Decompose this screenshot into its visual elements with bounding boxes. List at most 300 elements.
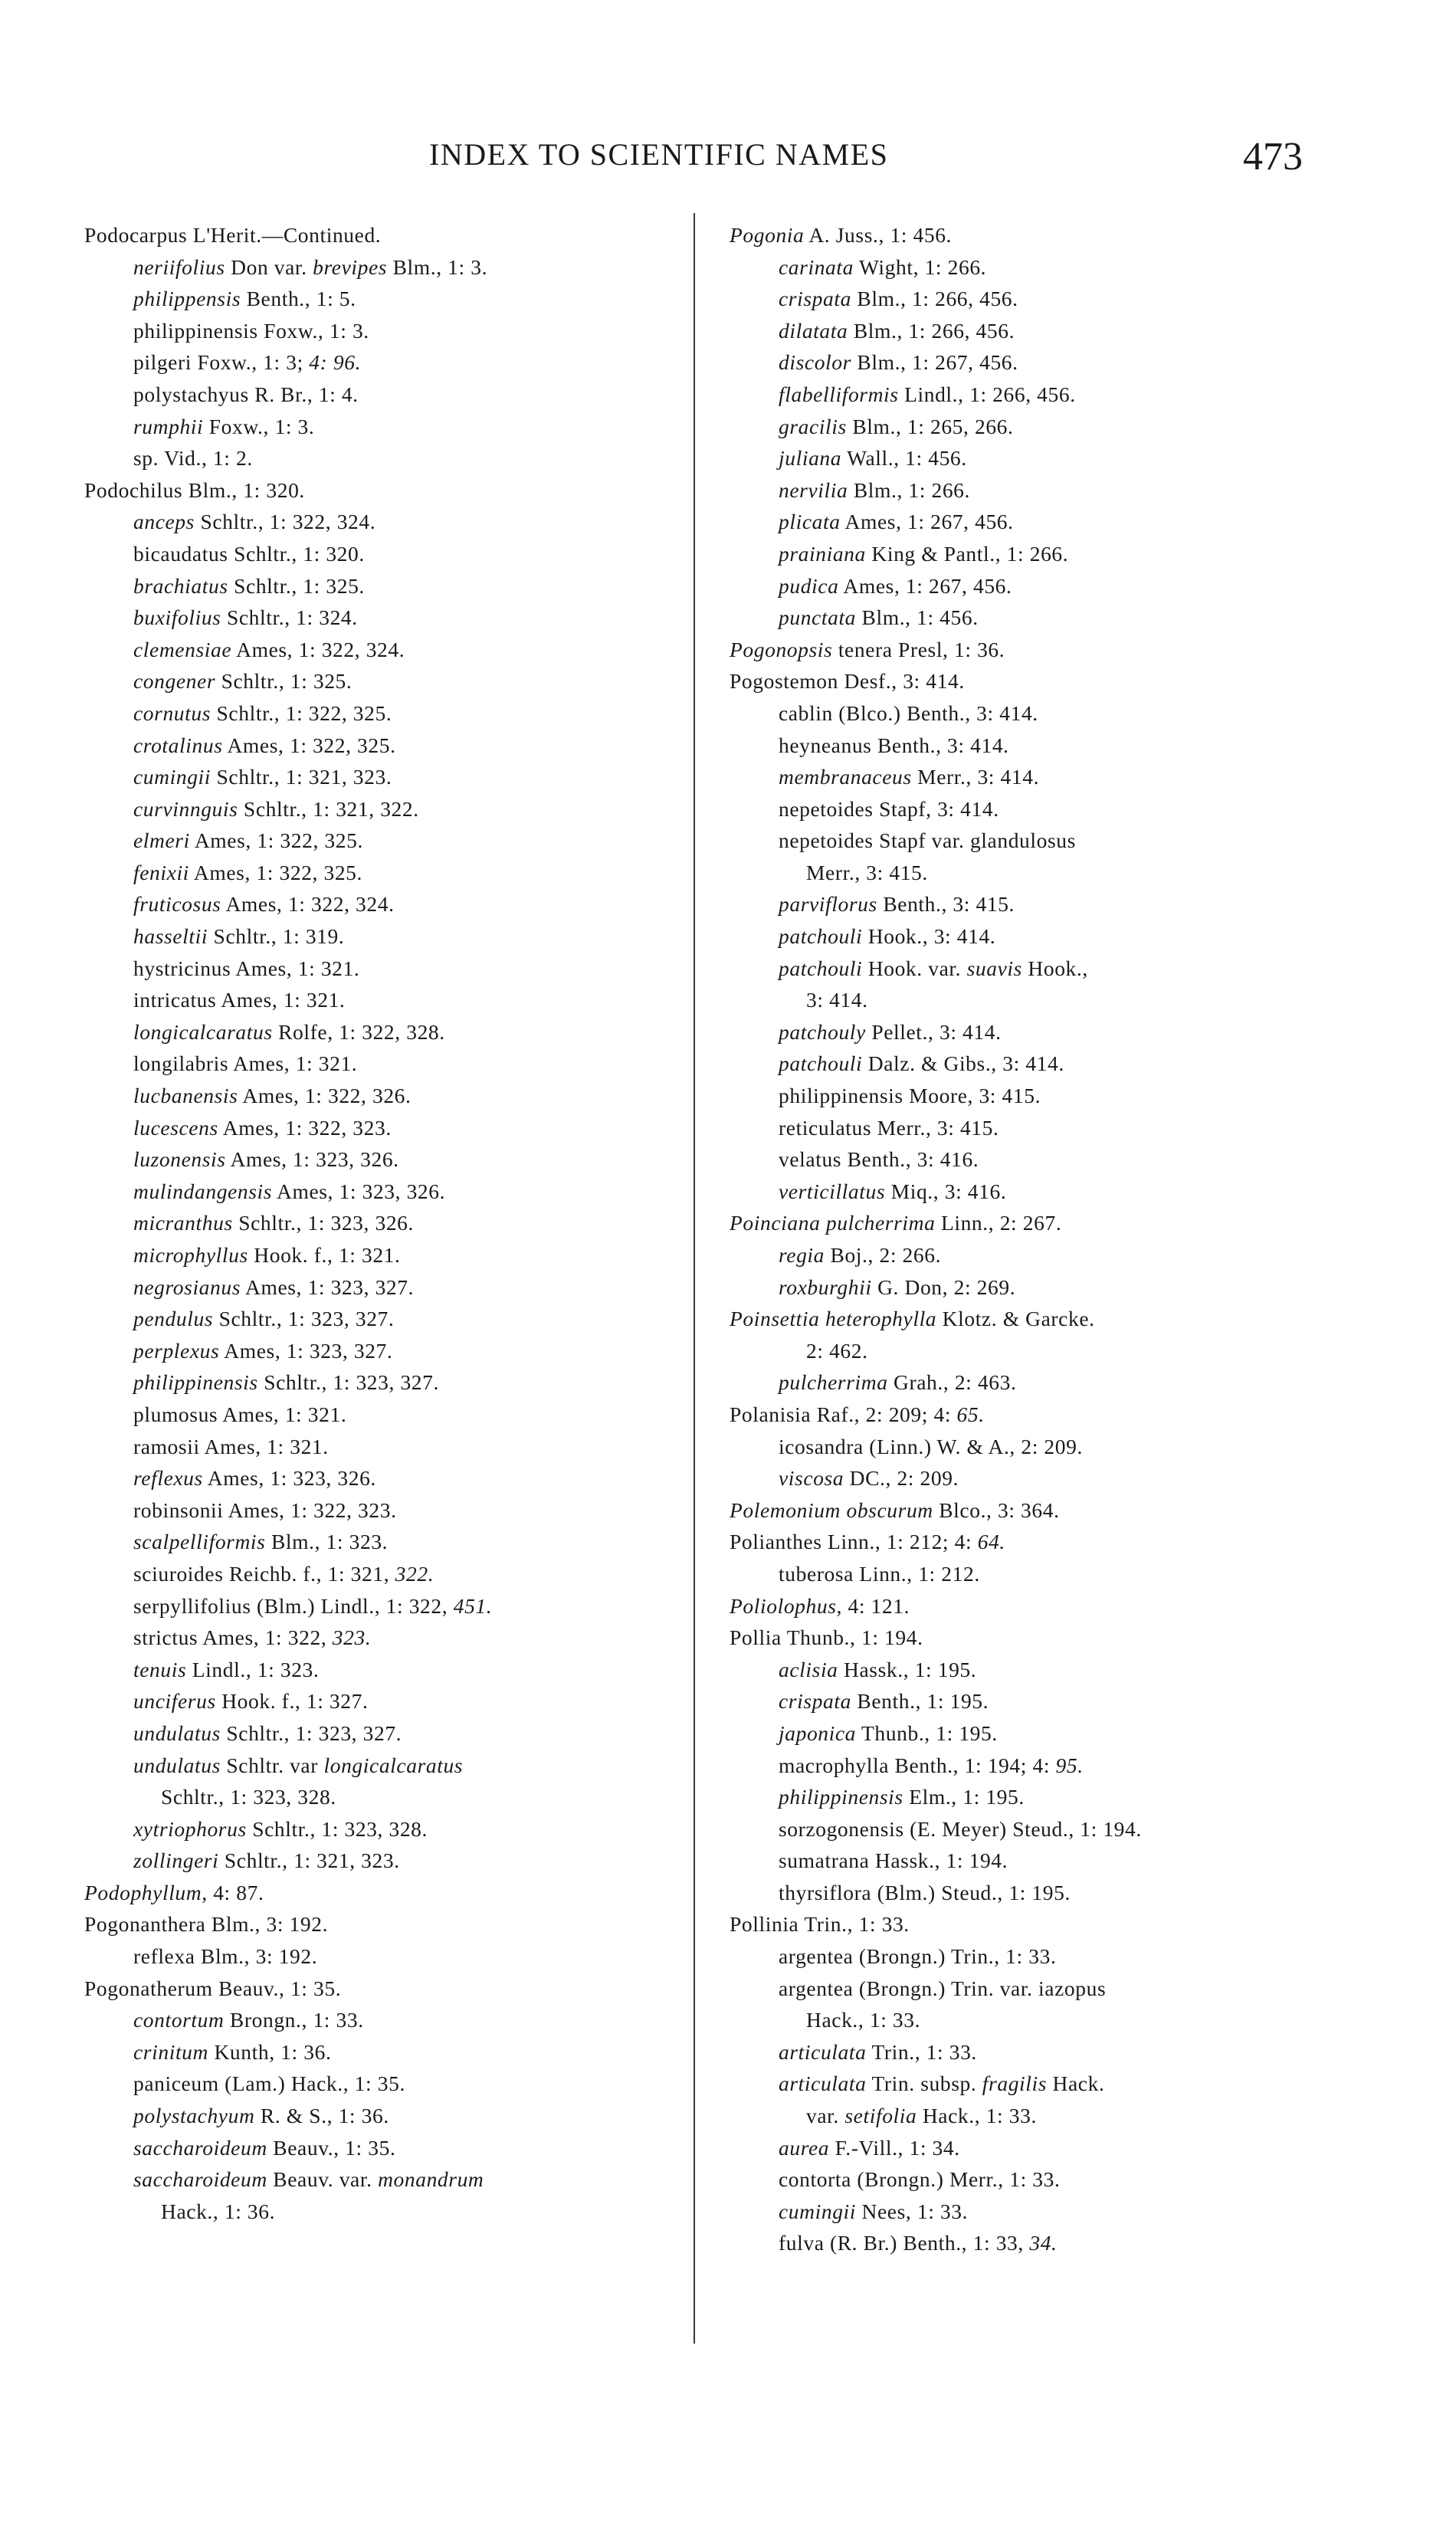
entry-text: patchouli: [779, 924, 863, 949]
entry-text: Hook. var.: [862, 956, 967, 980]
entry-text: Schltr., 1: 321, 322.: [238, 796, 419, 821]
entry-text: longicalcaratus: [133, 1019, 273, 1044]
entry-text: Schltr., 1: 321, 323.: [218, 1848, 400, 1873]
index-entry-species: [730, 1143, 1343, 1176]
entry-text: dilatata: [779, 318, 848, 343]
index-entry-species: [730, 1558, 1343, 1590]
index-entry-species: [84, 761, 690, 793]
index-entry-species: [84, 1112, 690, 1144]
index-entry-species: [730, 2036, 1343, 2068]
index-entry-continuation: [730, 2004, 1343, 2036]
index-entry-species: [730, 1717, 1343, 1750]
index-entry-species: [730, 506, 1343, 538]
entry-text: argentea (Brongn.) Trin. var. iazopus: [779, 1976, 1107, 2000]
index-entry-genus: [730, 1207, 1343, 1239]
index-entry-species: [730, 379, 1343, 411]
entry-text: Schltr., 1: 322, 325.: [211, 700, 392, 725]
entry-text: Hassk., 1: 195.: [838, 1657, 977, 1681]
entry-text: Blco., 3: 364.: [933, 1497, 1060, 1522]
entry-text: Polianthes Linn., 1: 212; 4:: [730, 1530, 978, 1554]
index-entry-genus: [730, 1590, 1343, 1622]
entry-text: longicalcaratus: [323, 1753, 464, 1777]
entry-text: tuberosa Linn., 1: 212.: [779, 1561, 980, 1586]
index-entry-species: [84, 1750, 690, 1782]
entry-text: Hook. f., 1: 327.: [215, 1689, 369, 1714]
index-entry-species: [84, 1526, 690, 1558]
entry-text: Ames, 1: 322, 324.: [221, 892, 395, 917]
entry-text: Pogonanthera Blm., 3: 192.: [84, 1912, 329, 1937]
entry-text: aclisia: [779, 1657, 838, 1681]
entry-text: var.: [806, 2104, 845, 2128]
entry-text: scalpelliformis: [133, 1530, 266, 1554]
entry-text: elmeri: [133, 828, 190, 853]
entry-text: Blm., 1: 456.: [856, 605, 979, 630]
entry-text: anceps: [133, 510, 195, 534]
index-entry-species: [84, 2100, 690, 2132]
index-entry-species: [84, 1685, 690, 1717]
entry-text: Ames, 1: 267, 456.: [838, 573, 1012, 598]
entry-text: clemensiae: [133, 637, 232, 661]
index-entry-species: [84, 315, 690, 347]
entry-text: flabelliformis: [779, 382, 899, 406]
index-entry-species: [84, 1494, 690, 1527]
column-divider: [694, 213, 695, 2344]
entry-text: suavis: [966, 956, 1022, 980]
entry-text: membranaceus: [779, 765, 912, 789]
entry-text: 3: 414.: [806, 988, 868, 1012]
entry-text: Ames, 1: 323, 326.: [272, 1179, 446, 1203]
entry-text: pudica: [779, 573, 839, 598]
entry-text: intricatus Ames, 1: 321.: [133, 988, 346, 1012]
entry-text: microphyllus: [133, 1243, 248, 1267]
index-entry-species: [730, 1366, 1343, 1399]
index-entry-species: [84, 1590, 690, 1622]
entry-text: Wight, 1: 266.: [854, 254, 987, 279]
index-entry-species: [84, 2132, 690, 2164]
entry-text: thyrsiflora (Blm.) Steud., 1: 195.: [779, 1880, 1071, 1904]
index-entry-species: [84, 730, 690, 762]
entry-text: bicaudatus Schltr., 1: 320.: [133, 541, 365, 566]
entry-text: monandrum: [378, 2167, 484, 2192]
entry-text: tenuis: [133, 1657, 187, 1681]
entry-text: macrophylla Benth., 1: 194; 4:: [779, 1753, 1056, 1777]
entry-text: robinsonii Ames, 1: 322, 323.: [133, 1497, 397, 1522]
index-entry-species: [730, 442, 1343, 474]
entry-text: Don var.: [225, 254, 313, 279]
entry-text: Schltr., 1: 323, 328.: [161, 1785, 336, 1809]
index-entry-species: [730, 1654, 1343, 1686]
index-column-left: [84, 219, 690, 2227]
index-entry-genus: [730, 1908, 1343, 1940]
entry-text: patchouli: [779, 1051, 863, 1076]
entry-text: Merr., 3: 414.: [911, 765, 1040, 789]
index-entry-genus: [730, 1622, 1343, 1654]
entry-text: brevipes: [313, 254, 388, 279]
entry-text: King & Pantl., 1: 266.: [865, 541, 1069, 566]
entry-text: Blm., 1: 265, 266.: [846, 414, 1014, 438]
entry-text: parviflorus: [779, 892, 877, 917]
entry-text: Poinsettia heterophylla: [730, 1307, 937, 1331]
index-entry-species: [730, 920, 1343, 953]
entry-text: DC., 2: 209.: [844, 1466, 959, 1491]
entry-text: fruticosus: [133, 892, 221, 917]
index-entry-species: [730, 251, 1343, 284]
index-entry-species: [84, 2163, 690, 2196]
entry-text: Hack., 1: 33.: [806, 2008, 921, 2032]
index-entry-species: [84, 2036, 690, 2068]
entry-text: philippensis: [133, 287, 241, 311]
entry-text: rumphii: [133, 414, 204, 438]
entry-text: paniceum (Lam.) Hack., 1: 35.: [133, 2071, 405, 2096]
entry-text: Blm., 1: 323.: [265, 1530, 389, 1554]
entry-text: Klotz. & Garcke.: [936, 1307, 1095, 1331]
entry-text: Schltr., 1: 323, 328.: [246, 1816, 428, 1841]
entry-text: Blm., 1: 267, 456.: [851, 350, 1018, 375]
index-entry-species: [84, 665, 690, 697]
entry-text: roxburghii: [779, 1274, 872, 1299]
index-entry-species: [730, 570, 1343, 602]
entry-text: micranthus: [133, 1211, 233, 1235]
index-entry-species: [84, 1622, 690, 1654]
index-entry-species: [730, 761, 1343, 793]
index-entry-species: [84, 634, 690, 666]
entry-text: argentea (Brongn.) Trin., 1: 33.: [779, 1944, 1057, 1969]
entry-text: 4: 87.: [207, 1880, 264, 1904]
entry-text: Blm., 1: 266, 456.: [851, 287, 1018, 311]
entry-text: plicata: [779, 510, 841, 534]
index-entry-species: [730, 283, 1343, 315]
index-entry-species: [84, 953, 690, 985]
entry-text: hasseltii: [133, 924, 208, 949]
index-entry-species: [84, 857, 690, 889]
entry-text: polystachyus R. Br., 1: 4.: [133, 382, 359, 406]
entry-text: velatus Benth., 3: 416.: [779, 1147, 979, 1172]
entry-text: Ames, 1: 322, 323.: [218, 1115, 392, 1140]
index-entry-species: [84, 1462, 690, 1494]
index-entry-species: [730, 1781, 1343, 1813]
entry-text: Ames, 1: 322, 325.: [222, 733, 396, 757]
index-entry-species: [84, 346, 690, 379]
index-entry-species: [84, 1813, 690, 1845]
entry-text: Grah., 2: 463.: [887, 1370, 1017, 1395]
index-entry-species: [84, 506, 690, 538]
entry-text: saccharoideum: [133, 2167, 267, 2192]
index-entry-continuation: [84, 1781, 690, 1813]
index-entry-species: [84, 442, 690, 474]
index-entry-species: [84, 2068, 690, 2100]
entry-text: Ames, 1: 322, 326.: [238, 1084, 412, 1108]
entry-text: patchouly: [779, 1019, 866, 1044]
entry-text: philippinensis Foxw., 1: 3.: [133, 318, 369, 343]
entry-text: Pollinia Trin., 1: 33.: [730, 1912, 910, 1937]
index-entry-species: [84, 1431, 690, 1463]
entry-text: cumingii: [779, 2199, 857, 2223]
index-entry-species: [84, 1239, 690, 1271]
index-entry-genus: [730, 665, 1343, 697]
entry-text: pendulus: [133, 1307, 214, 1331]
entry-text: Schltr., 1: 323, 327.: [257, 1370, 439, 1395]
entry-text: Schltr., 1: 325.: [228, 573, 365, 598]
entry-text: gracilis: [779, 414, 847, 438]
index-entry-species: [84, 251, 690, 284]
entry-text: Pellet., 3: 414.: [865, 1019, 1002, 1044]
index-entry-species: [730, 1877, 1343, 1909]
index-entry-species: [730, 2068, 1343, 2100]
entry-text: cablin (Blco.) Benth., 3: 414.: [779, 700, 1038, 725]
entry-text: Hook. f., 1: 321.: [248, 1243, 401, 1267]
entry-text: Pogonopsis: [730, 637, 833, 661]
entry-text: articulata: [779, 2039, 867, 2064]
entry-text: hystricinus Ames, 1: 321.: [133, 956, 360, 980]
entry-text: Beauv., 1: 35.: [267, 2135, 396, 2160]
index-entry-species: [84, 697, 690, 730]
entry-text: zollingeri: [133, 1848, 219, 1873]
index-entry-species: [730, 1462, 1343, 1494]
index-entry-species: [84, 538, 690, 570]
index-entry-genus: [84, 1877, 690, 1909]
index-entry-species: [730, 1813, 1343, 1845]
entry-text: mulindangensis: [133, 1179, 273, 1203]
entry-text: Hack., 1: 36.: [161, 2199, 276, 2223]
entry-text: setifolia: [844, 2104, 917, 2128]
entry-text: Schltr., 1: 324.: [221, 605, 358, 630]
entry-text: Benth., 3: 415.: [877, 892, 1015, 917]
index-entry-genus: [84, 219, 690, 251]
index-entry-species: [730, 953, 1343, 985]
entry-text: Kunth, 1: 36.: [208, 2039, 332, 2064]
index-entry-species: [730, 538, 1343, 570]
index-entry-species: [84, 1845, 690, 1877]
entry-text: Pogonatherum Beauv., 1: 35.: [84, 1976, 342, 2000]
index-entry-species: [730, 1750, 1343, 1782]
index-entry-species: [84, 888, 690, 920]
entry-text: crinitum: [133, 2039, 208, 2064]
index-entry-continuation: [730, 2100, 1343, 2132]
index-entry-species: [730, 730, 1343, 762]
entry-text: viscosa: [779, 1466, 844, 1491]
entry-text: prainiana: [779, 541, 866, 566]
index-entry-species: [730, 1845, 1343, 1877]
entry-text: R. & S., 1: 36.: [254, 2104, 389, 2128]
entry-text: Schltr., 1: 323, 327.: [220, 1720, 402, 1745]
entry-text: discolor: [779, 350, 851, 375]
index-entry-species: [84, 1558, 690, 1590]
index-entry-species: [84, 1717, 690, 1750]
entry-text: Schltr., 1: 319.: [208, 924, 345, 949]
entry-text: brachiatus: [133, 573, 228, 598]
index-entry-species: [730, 1080, 1343, 1112]
entry-text: perplexus: [133, 1338, 220, 1363]
entry-text: fragilis: [982, 2071, 1048, 2096]
entry-text: Benth., 1: 195.: [851, 1689, 989, 1714]
page-title: INDEX TO SCIENTIFIC NAMES: [429, 137, 889, 172]
entry-text: nepetoides Stapf, 3: 414.: [779, 796, 999, 821]
index-entry-species: [730, 1271, 1343, 1304]
index-entry-species: [84, 793, 690, 825]
entry-text: 322.: [395, 1561, 435, 1586]
entry-text: 64.: [977, 1530, 1005, 1554]
index-entry-species: [84, 379, 690, 411]
entry-text: fenixii: [133, 860, 189, 884]
entry-text: saccharoideum: [133, 2135, 267, 2160]
entry-text: sciuroides Reichb. f., 1: 321,: [133, 1561, 395, 1586]
index-entry-species: [84, 1143, 690, 1176]
entry-text: 4: 96.: [309, 350, 362, 375]
index-entry-species: [84, 570, 690, 602]
entry-text: tenera Presl, 1: 36.: [832, 637, 1005, 661]
entry-text: A. Juss., 1: 456.: [804, 223, 953, 247]
entry-text: Pollia Thunb., 1: 194.: [730, 1625, 923, 1650]
entry-text: verticillatus: [779, 1179, 886, 1203]
index-entry-species: [730, 1112, 1343, 1144]
entry-text: Ames, 1: 322, 325.: [189, 860, 362, 884]
index-entry-species: [730, 1431, 1343, 1463]
index-entry-species: [730, 2163, 1343, 2196]
index-entry-species: [84, 2004, 690, 2036]
entry-text: Elm., 1: 195.: [903, 1785, 1025, 1809]
entry-text: Benth., 1: 5.: [241, 287, 356, 311]
entry-text: Dalz. & Gibs., 3: 414.: [862, 1051, 1064, 1076]
entry-text: Foxw., 1: 3.: [203, 414, 315, 438]
index-entry-continuation: [730, 1335, 1343, 1367]
entry-text: 4: 121.: [842, 1593, 910, 1618]
page-number: 473: [1243, 135, 1303, 179]
entry-text: Poliolophus,: [730, 1593, 842, 1618]
index-entry-genus: [84, 1908, 690, 1940]
index-entry-species: [730, 1176, 1343, 1208]
entry-text: ramosii Ames, 1: 321.: [133, 1434, 329, 1458]
entry-text: Schltr., 1: 322, 324.: [194, 510, 376, 534]
entry-text: Ames, 1: 323, 326.: [202, 1466, 376, 1491]
entry-text: unciferus: [133, 1689, 216, 1714]
entry-text: polystachyum: [133, 2104, 255, 2128]
index-entry-species: [730, 1940, 1343, 1973]
index-entry-species: [730, 411, 1343, 443]
index-column-right: [730, 219, 1343, 2259]
index-entry-species: [730, 793, 1343, 825]
entry-text: philippinensis: [133, 1370, 258, 1395]
entry-text: punctata: [779, 605, 857, 630]
index-entry-species: [84, 1176, 690, 1208]
entry-text: 34.: [1029, 2231, 1058, 2255]
entry-text: neriifolius: [133, 254, 225, 279]
entry-text: Schltr., 1: 323, 327.: [213, 1307, 395, 1331]
index-entry-genus: [730, 1494, 1343, 1527]
entry-text: heyneanus Benth., 3: 414.: [779, 733, 1009, 757]
index-entry-species: [84, 1654, 690, 1686]
entry-text: Blm., 1: 266, 456.: [848, 318, 1015, 343]
entry-text: aurea: [779, 2135, 830, 2160]
entry-text: lucbanensis: [133, 1084, 238, 1108]
entry-text: Hack.: [1047, 2071, 1105, 2096]
index-entry-continuation: [730, 857, 1343, 889]
index-entry-species: [730, 1973, 1343, 2005]
index-entry-continuation: [84, 2196, 690, 2228]
entry-text: 95.: [1055, 1753, 1084, 1777]
index-entry-species: [84, 1335, 690, 1367]
entry-text: articulata: [779, 2071, 867, 2096]
entry-text: Boj., 2: 266.: [825, 1243, 942, 1267]
index-entry-genus: [730, 1526, 1343, 1558]
entry-text: Poinciana pulcherrima: [730, 1211, 936, 1235]
entry-text: Thunb., 1: 195.: [856, 1720, 998, 1745]
index-entry-species: [730, 2132, 1343, 2164]
entry-text: icosandra (Linn.) W. & A., 2: 209.: [779, 1434, 1083, 1458]
entry-text: sumatrana Hassk., 1: 194.: [779, 1848, 1008, 1873]
entry-text: Lindl., 1: 323.: [186, 1657, 320, 1681]
index-entry-species: [730, 2196, 1343, 2228]
entry-text: 65.: [956, 1402, 985, 1426]
index-entry-species: [84, 1207, 690, 1239]
index-entry-species: [730, 602, 1343, 634]
entry-text: carinata: [779, 254, 854, 279]
entry-text: regia: [779, 1243, 825, 1267]
entry-text: longilabris Ames, 1: 321.: [133, 1051, 358, 1076]
entry-text: buxifolius: [133, 605, 221, 630]
index-entry-species: [84, 283, 690, 315]
entry-text: pulcherrima: [779, 1370, 888, 1395]
entry-text: Blm., 1: 266.: [848, 477, 971, 502]
entry-text: 323.: [332, 1625, 372, 1650]
index-entry-species: [730, 888, 1343, 920]
index-entry-species: [730, 697, 1343, 730]
entry-text: Trin. subsp.: [866, 2071, 982, 2096]
entry-text: congener: [133, 669, 216, 694]
index-entry-species: [84, 1366, 690, 1399]
entry-text: contortum: [133, 2008, 225, 2032]
entry-text: Blm., 1: 3.: [387, 254, 488, 279]
entry-text: Pogonia: [730, 223, 805, 247]
entry-text: Beauv. var.: [267, 2167, 379, 2192]
index-entry-species: [730, 2227, 1343, 2259]
index-entry-species: [730, 346, 1343, 379]
entry-text: undulatus: [133, 1720, 221, 1745]
entry-text: Podochilus Blm., 1: 320.: [84, 477, 305, 502]
entry-text: F.-Vill., 1: 34.: [829, 2135, 960, 2160]
index-entry-genus: [730, 219, 1343, 251]
entry-text: Merr., 3: 415.: [806, 860, 928, 884]
entry-text: philippinensis Moore, 3: 415.: [779, 1084, 1041, 1108]
entry-text: Schltr. var: [220, 1753, 324, 1777]
entry-text: reflexa Blm., 3: 192.: [133, 1944, 318, 1969]
index-entry-species: [84, 825, 690, 857]
index-entry-species: [84, 602, 690, 634]
entry-text: sp. Vid., 1: 2.: [133, 446, 253, 471]
entry-text: cornutus: [133, 700, 212, 725]
index-entry-genus: [730, 634, 1343, 666]
entry-text: Rolfe, 1: 322, 328.: [272, 1019, 445, 1044]
entry-text: japonica: [779, 1720, 857, 1745]
entry-text: lucescens: [133, 1115, 218, 1140]
index-entry-genus: [730, 1399, 1343, 1431]
entry-text: Hack., 1: 33.: [917, 2104, 1037, 2128]
entry-text: Miq., 3: 416.: [885, 1179, 1007, 1203]
entry-text: G. Don, 2: 269.: [871, 1274, 1016, 1299]
entry-text: Ames, 1: 267, 456.: [840, 510, 1014, 534]
entry-text: Ames, 1: 323, 327.: [219, 1338, 393, 1363]
entry-text: Hook.,: [1021, 956, 1088, 980]
entry-text: reticulatus Merr., 3: 415.: [779, 1115, 999, 1140]
entry-text: Ames, 1: 323, 326.: [225, 1147, 399, 1172]
entry-text: crispata: [779, 1689, 851, 1714]
entry-text: strictus Ames, 1: 322,: [133, 1625, 333, 1650]
entry-text: nervilia: [779, 477, 848, 502]
entry-text: Wall., 1: 456.: [841, 446, 967, 471]
entry-text: xytriophorus: [133, 1816, 247, 1841]
index-entry-species: [84, 1940, 690, 1973]
index-entry-species: [84, 984, 690, 1016]
entry-text: Polemonium obscurum: [730, 1497, 933, 1522]
